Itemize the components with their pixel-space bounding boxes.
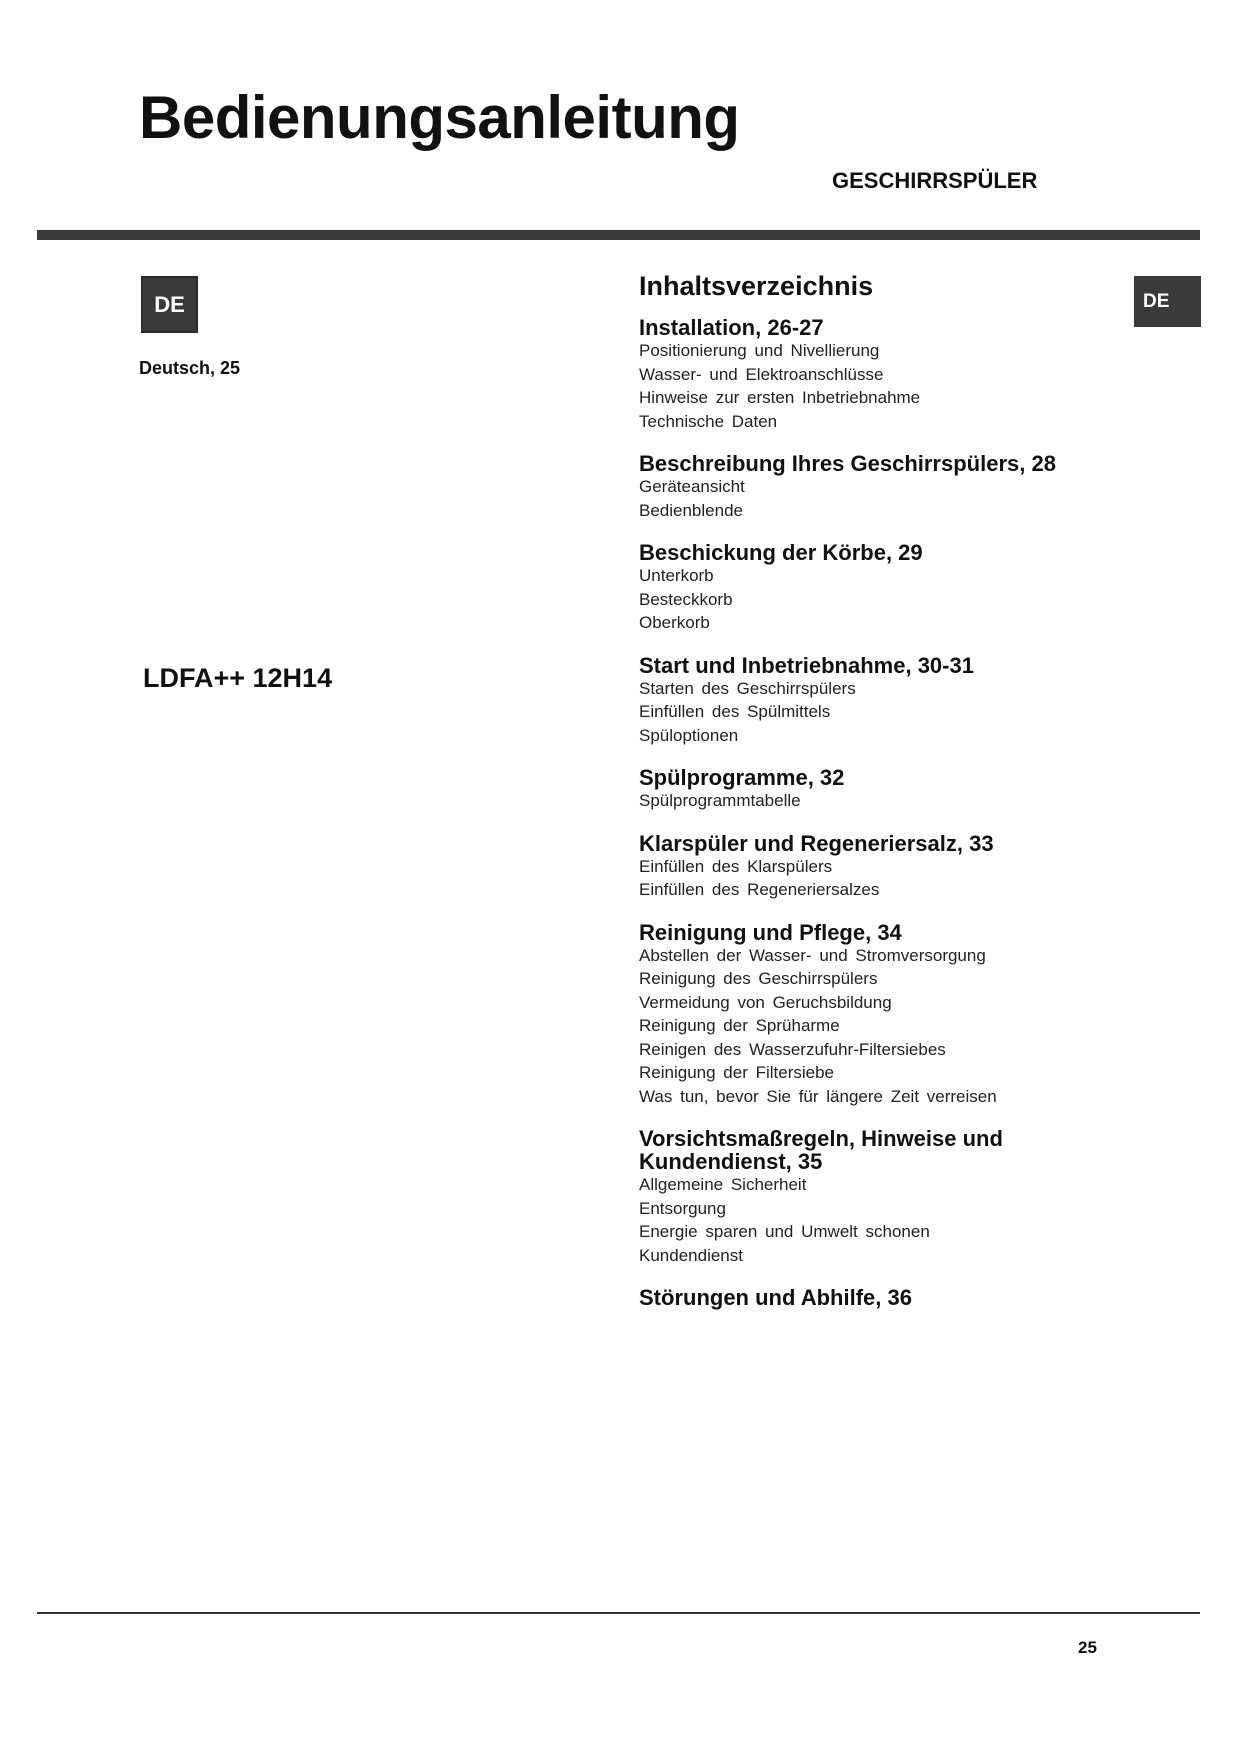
toc-section-troubleshooting (639, 1286, 1139, 1309)
toc-section-title: Beschickung der Körbe, 29 (639, 540, 923, 565)
toc-item-list (639, 855, 1139, 902)
table-of-contents (639, 268, 1139, 1328)
header-divider (37, 230, 1200, 240)
toc-section-rinse-aid-salt (639, 832, 1139, 902)
toc-section-programs (639, 766, 1139, 813)
toc-item: Entsorgung (639, 1198, 726, 1218)
toc-item: Technische Daten (639, 411, 778, 431)
toc-item: Besteckkorb (639, 589, 733, 609)
toc-item-list (639, 475, 1139, 522)
toc-section-title: Start und Inbetriebnahme, 30-31 (639, 652, 974, 678)
toc-item: Allgemeine Sicherheit (639, 1175, 807, 1194)
toc-item-list (639, 789, 1139, 813)
language-entry: Deutsch, 25 (139, 358, 241, 378)
toc-item: Starten des Geschirrspülers (639, 678, 856, 698)
toc-section-title: Installation, 26-27 (639, 315, 824, 340)
toc-item: Oberkorb (639, 613, 710, 632)
toc-section-description (639, 452, 1139, 522)
toc-section-title: Reinigung und Pflege, 34 (639, 919, 902, 945)
page-number: 25 (1078, 1638, 1097, 1657)
toc-item-list (639, 944, 1139, 1109)
toc-item: Einfüllen des Klarspülers (639, 856, 833, 876)
toc-item-list (639, 1173, 1139, 1267)
toc-section-precautions (639, 1127, 1139, 1267)
toc-section-title: Vorsichtsmaßregeln, Hinweise und Kundendienst, 35 (639, 1126, 1003, 1174)
toc-item: Reinigung der Filtersiebe (639, 1063, 834, 1082)
toc-item: Reinigung des Geschirrspülers (639, 969, 878, 988)
toc-section-start (639, 654, 1139, 748)
toc-item: Unterkorb (639, 566, 714, 585)
toc-item: Was tun, bevor Sie für längere Zeit verreisen (639, 1086, 997, 1106)
toc-section-title: Störungen und Abhilfe, 36 (639, 1285, 912, 1310)
toc-item: Wasser- und Elektroanschlüsse (639, 364, 884, 384)
toc-heading: Inhaltsverzeichnis (639, 271, 874, 301)
toc-section-cleaning (639, 921, 1139, 1109)
toc-item: Energie sparen und Umwelt schonen (639, 1222, 930, 1241)
toc-item: Vermeidung von Geruchsbildung (639, 992, 892, 1012)
toc-section-loading-racks (639, 541, 1139, 635)
toc-item: Bedienblende (639, 500, 743, 520)
toc-item: Geräteansicht (639, 477, 745, 496)
toc-item-list (639, 564, 1139, 635)
model-number: LDFA++ 12H14 (143, 663, 333, 693)
toc-item: Einfüllen des Spülmittels (639, 702, 831, 721)
product-category: GESCHIRRSPÜLER (832, 168, 1038, 193)
toc-item: Spülprogrammtabelle (639, 791, 801, 810)
toc-section-title: Spülprogramme, 32 (639, 765, 845, 790)
toc-item: Positionierung und Nivellierung (639, 341, 880, 360)
toc-section-title: Beschreibung Ihres Geschirrspülers, 28 (639, 451, 1056, 476)
toc-item-list (639, 677, 1139, 748)
toc-item: Reinigung der Sprüharme (639, 1016, 840, 1035)
toc-item: Kundendienst (639, 1245, 743, 1265)
toc-item: Reinigen des Wasserzufuhr-Filtersiebes (639, 1039, 946, 1059)
toc-item: Hinweise zur ersten Inbetriebnahme (639, 388, 921, 407)
page-title: Bedienungsanleitung (139, 84, 740, 151)
language-badge: DE (141, 276, 198, 333)
toc-item-list (639, 339, 1139, 433)
toc-item: Abstellen der Wasser- und Stromversorgung (639, 945, 986, 965)
toc-section-installation (639, 316, 1139, 433)
language-side-tab: DE (1134, 276, 1201, 327)
toc-item: Spüloptionen (639, 725, 739, 745)
toc-item: Einfüllen des Regeneriersalzes (639, 880, 880, 899)
footer-divider (37, 1612, 1200, 1614)
toc-section-title: Klarspüler und Regeneriersalz, 33 (639, 830, 994, 856)
